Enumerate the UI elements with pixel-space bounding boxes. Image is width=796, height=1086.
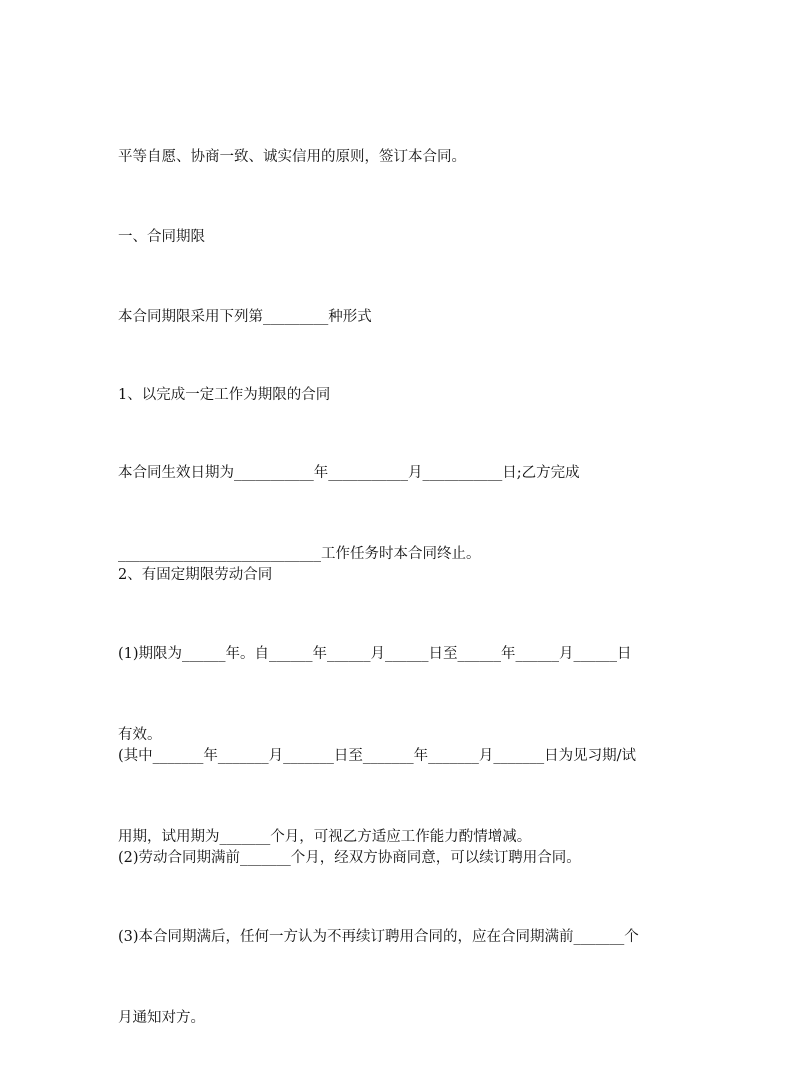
- term-period-line-1: (1)期限为______年。自______年______月______日至______年______月______日: [118, 646, 632, 662]
- probation-line-2: 用期，试用期为_______个月，可视乙方适应工作能力酌情增减。: [118, 829, 532, 845]
- effective-date-line-1: 本合同生效日期为___________年___________月___________日;乙方完成: [118, 465, 580, 481]
- effective-date-line-2: ____________________________工作任务时本合同终止。: [118, 546, 481, 562]
- subheading-text: 2、有固定期限劳动合同: [118, 567, 273, 583]
- probation-line-1: (其中_______年_______月_______日至_______年_______月_______日为见习期/试: [118, 748, 637, 764]
- termination-notice-line-2: 月通知对方。: [118, 1010, 205, 1026]
- term-form-text: 本合同期限采用下列第_________种形式: [118, 309, 372, 325]
- intro-text: 平等自愿、协商一致、诚实信用的原则，签订本合同。: [118, 149, 466, 165]
- term-period-line-2: 有效。: [118, 727, 162, 743]
- termination-notice-line-1: (3)本合同期满后，任何一方认为不再续订聘用合同的，应在合同期满前_______个: [118, 929, 639, 945]
- section-heading-text: 一、合同期限: [118, 229, 205, 245]
- subheading-text: 1、以完成一定工作为期限的合同: [118, 387, 331, 403]
- renewal-text: (2)劳动合同期满前_______个月，经双方协商同意，可以续订聘用合同。: [118, 850, 581, 866]
- termination-notice-paragraph: [118, 870, 688, 1086]
